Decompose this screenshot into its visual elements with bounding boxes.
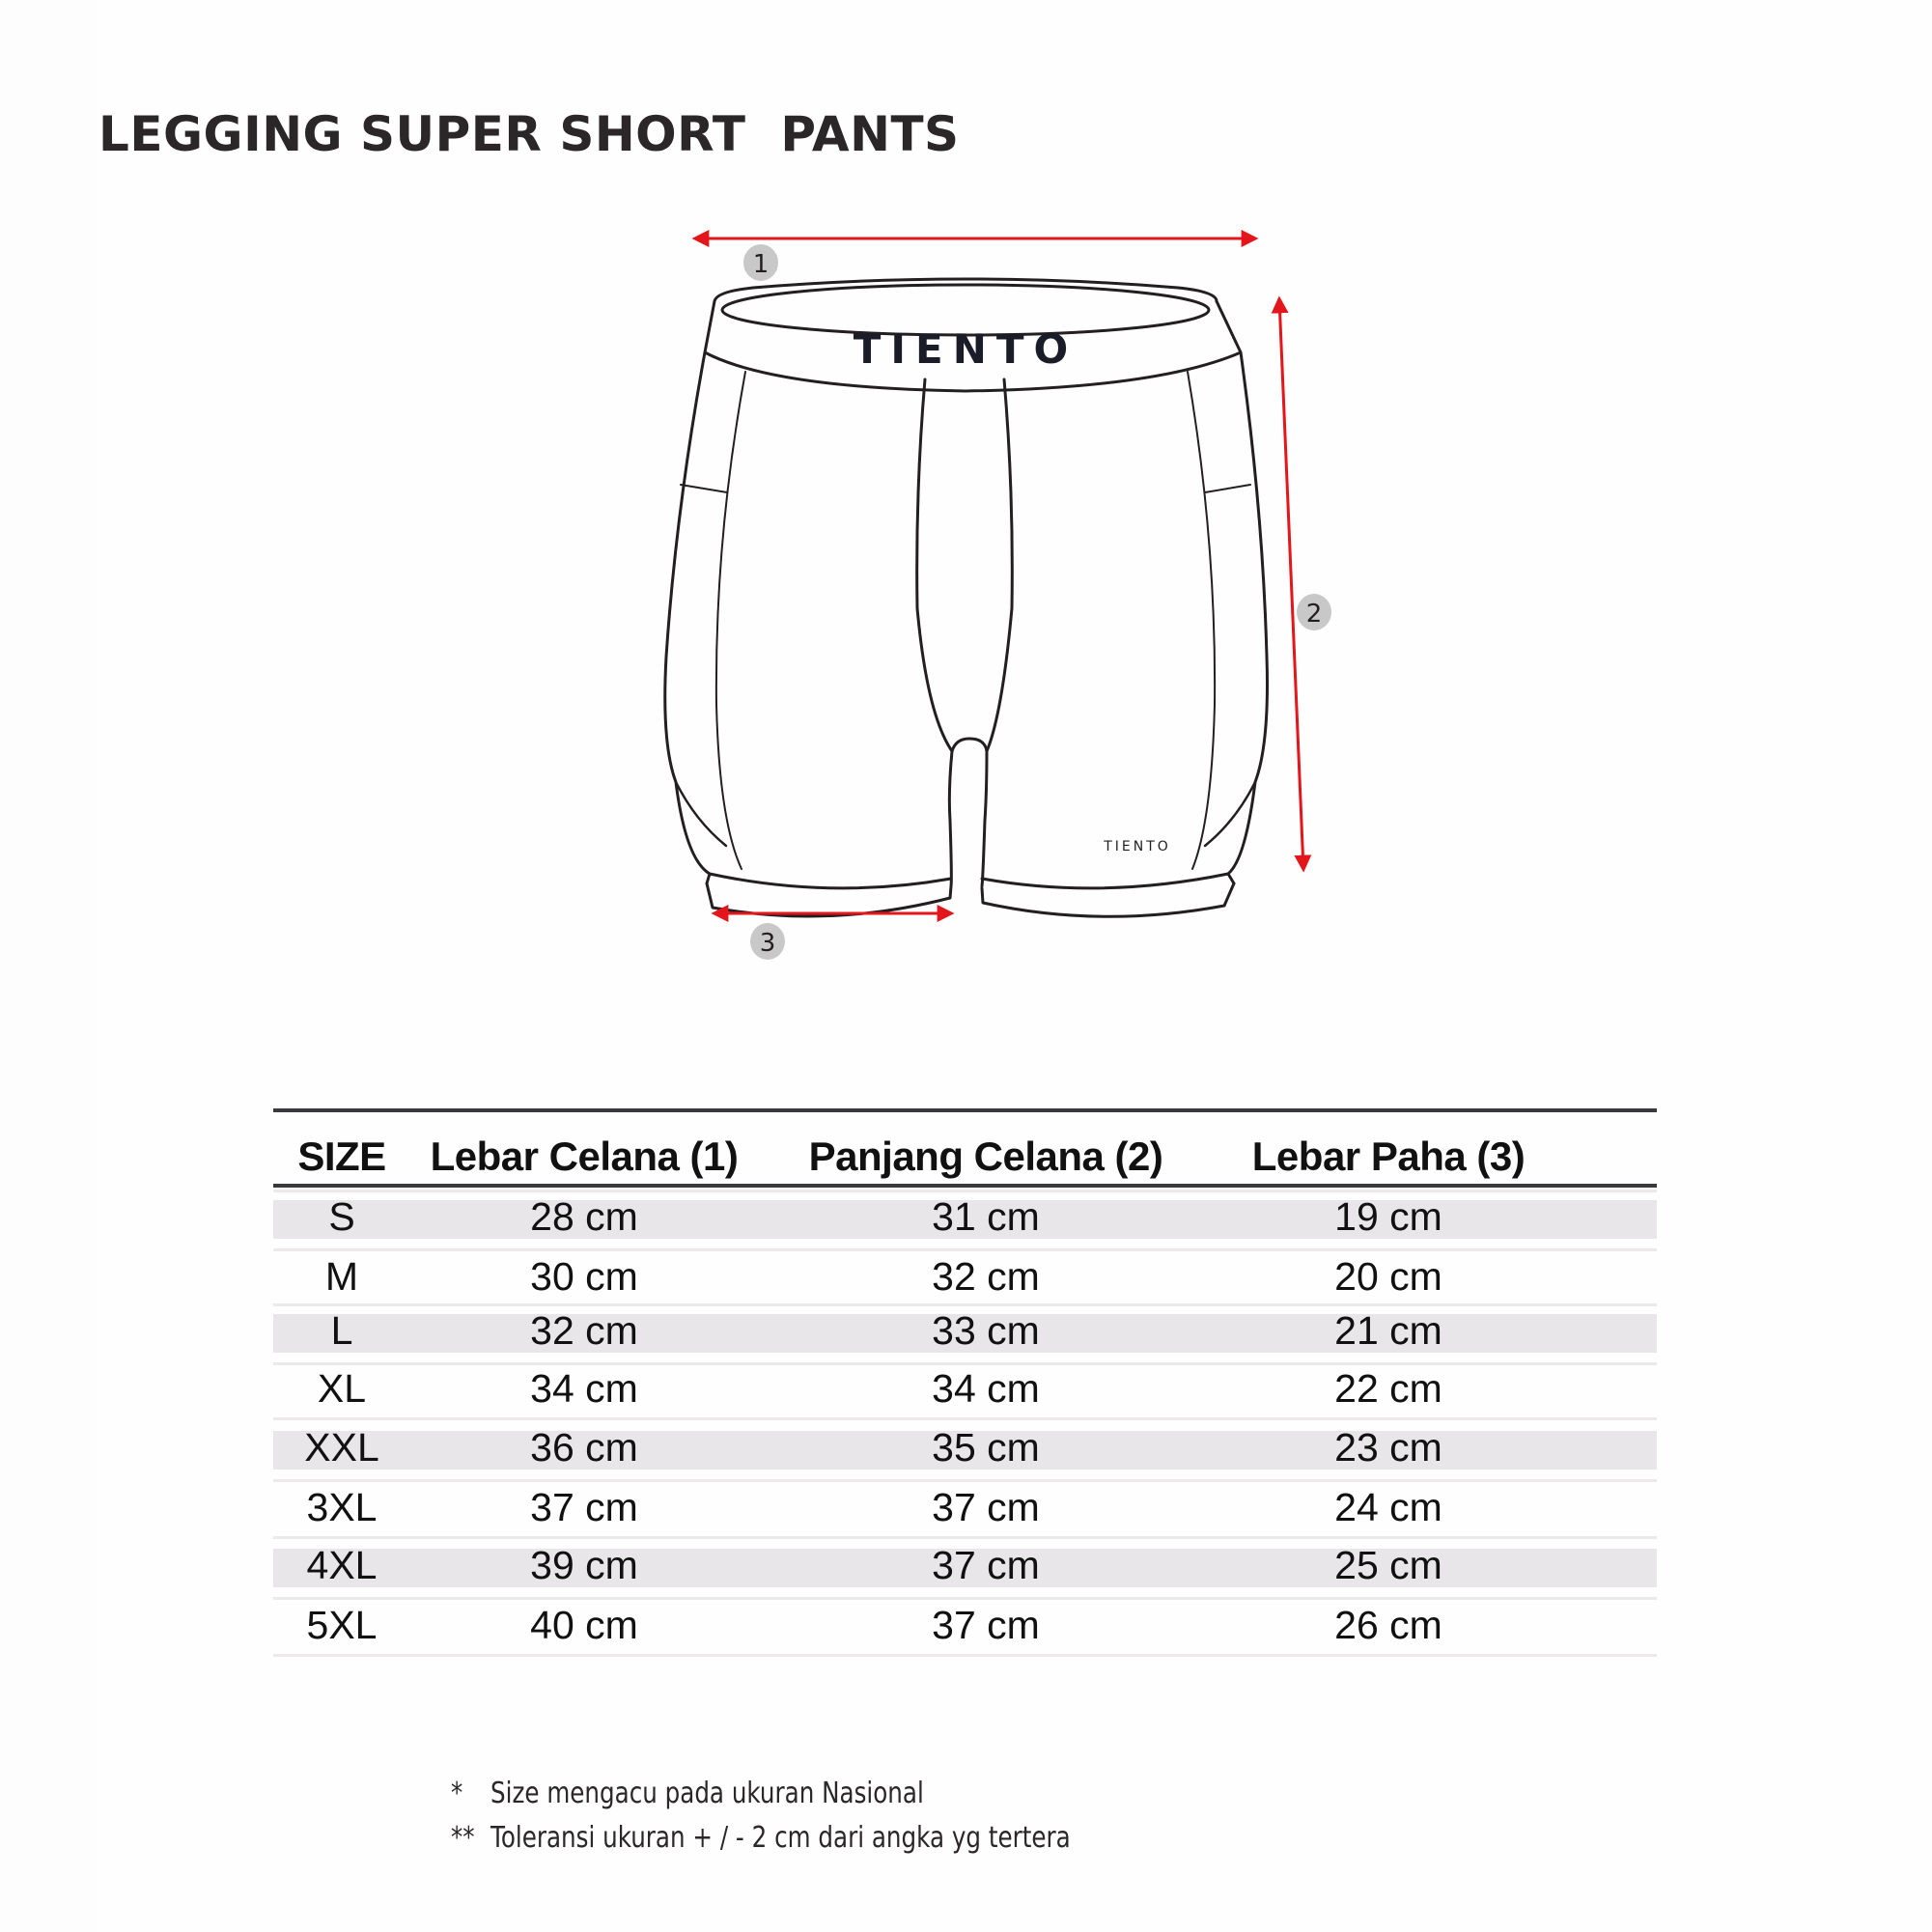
header-size: SIZE bbox=[297, 1134, 386, 1179]
cell-lebar-celana: 37 cm bbox=[530, 1485, 638, 1529]
table-row bbox=[273, 1597, 1657, 1657]
cell-size: S bbox=[328, 1194, 355, 1239]
cell-panjang-celana: 37 cm bbox=[932, 1485, 1040, 1529]
table-row bbox=[273, 1543, 1657, 1587]
cell-lebar-paha: 24 cm bbox=[1334, 1485, 1442, 1529]
table-row bbox=[273, 1308, 1657, 1353]
page-title: LEGGING SUPER SHORT PANTS bbox=[98, 106, 960, 162]
marker-badge-1 bbox=[743, 244, 778, 281]
cell-panjang-celana: 34 cm bbox=[932, 1366, 1040, 1411]
table-row bbox=[273, 1362, 1657, 1420]
table-header bbox=[273, 1112, 1657, 1191]
header-lebar-celana: Lebar Celana (1) bbox=[430, 1134, 739, 1179]
cell-size: XXL bbox=[304, 1425, 379, 1470]
pants-illustration bbox=[637, 203, 1371, 975]
marker-badge-2 bbox=[1297, 594, 1331, 630]
table-row bbox=[273, 1479, 1657, 1539]
footnote-text: Size mengacu pada ukuran Nasional bbox=[490, 1777, 924, 1810]
cell-panjang-celana: 31 cm bbox=[932, 1194, 1040, 1239]
cell-panjang-celana: 35 cm bbox=[932, 1425, 1040, 1470]
cell-size: XL bbox=[317, 1366, 367, 1411]
cell-panjang-celana: 33 cm bbox=[932, 1308, 1040, 1353]
cell-panjang-celana: 32 cm bbox=[932, 1254, 1040, 1299]
cell-lebar-celana: 40 cm bbox=[530, 1603, 638, 1647]
cell-lebar-celana: 28 cm bbox=[530, 1194, 638, 1239]
svg-text:1: 1 bbox=[752, 250, 770, 279]
brand-logo-leg: TIENTO bbox=[1104, 839, 1171, 854]
cell-lebar-paha: 25 cm bbox=[1334, 1543, 1442, 1587]
cell-lebar-paha: 22 cm bbox=[1334, 1366, 1442, 1411]
svg-text:2: 2 bbox=[1305, 600, 1323, 629]
cell-size: 5XL bbox=[306, 1603, 378, 1647]
cell-size: L bbox=[330, 1308, 353, 1353]
size-diagram bbox=[637, 203, 1371, 975]
table-row bbox=[273, 1425, 1657, 1470]
cell-size: 4XL bbox=[306, 1543, 378, 1587]
cell-lebar-celana: 32 cm bbox=[530, 1308, 638, 1353]
cell-lebar-paha: 21 cm bbox=[1334, 1308, 1442, 1353]
cell-lebar-celana: 36 cm bbox=[530, 1425, 638, 1470]
cell-lebar-paha: 26 cm bbox=[1334, 1603, 1442, 1647]
table-row bbox=[273, 1194, 1657, 1239]
cell-panjang-celana: 37 cm bbox=[932, 1603, 1040, 1647]
cell-lebar-paha: 20 cm bbox=[1334, 1254, 1442, 1299]
brand-logo-waistband: TIENTO bbox=[853, 325, 1078, 373]
footnote-text: Toleransi ukuran + / - 2 cm dari angka yg tertera bbox=[490, 1821, 1071, 1855]
length-arrow bbox=[1279, 299, 1303, 869]
table-header-rule bbox=[273, 1184, 1657, 1188]
header-panjang-celana: Panjang Celana (2) bbox=[808, 1134, 1163, 1179]
marker-badge-3 bbox=[750, 923, 785, 960]
cell-lebar-celana: 30 cm bbox=[530, 1254, 638, 1299]
cell-size: 3XL bbox=[306, 1485, 378, 1529]
cell-panjang-celana: 37 cm bbox=[932, 1543, 1040, 1587]
svg-text:3: 3 bbox=[759, 929, 776, 958]
header-lebar-paha: Lebar Paha (3) bbox=[1251, 1134, 1526, 1179]
cell-lebar-celana: 39 cm bbox=[530, 1543, 638, 1587]
table-row bbox=[273, 1248, 1657, 1306]
cell-lebar-paha: 23 cm bbox=[1334, 1425, 1442, 1470]
cell-size: M bbox=[324, 1254, 359, 1299]
footnote-mark: ** bbox=[451, 1821, 475, 1855]
footnote-mark: * bbox=[451, 1777, 463, 1810]
cell-lebar-paha: 19 cm bbox=[1334, 1194, 1442, 1239]
cell-lebar-celana: 34 cm bbox=[530, 1366, 638, 1411]
